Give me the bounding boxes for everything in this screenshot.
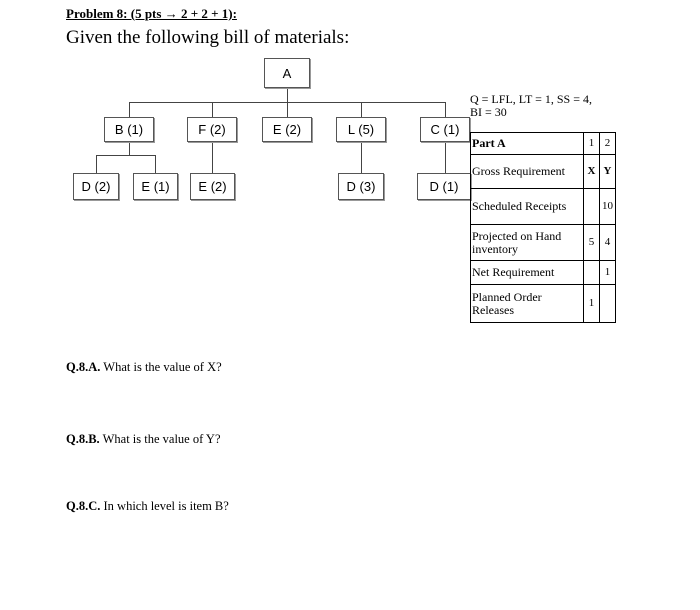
question-8a [66,360,222,375]
mrp-row-label: Gross Requirement [471,155,584,189]
question-text: In which level is item B? [103,499,229,513]
mrp-parameters [470,93,616,119]
mrp-table [470,132,616,323]
question-text: What is the value of X? [103,360,222,374]
mrp-cell: X [584,155,600,189]
bom-node-c: C (1) [420,117,470,142]
mrp-cell [584,261,600,285]
question-8b [66,432,221,447]
mrp-cell: 10 [600,189,616,225]
mrp-row-label: Scheduled Receipts [471,189,584,225]
mrp-row-net [471,261,616,285]
mrp-row-planned [471,285,616,323]
mrp-cell [584,189,600,225]
problem-intro: Given the following bill of materials: [66,27,350,48]
bom-node-a: A [264,58,310,88]
question-id: Q.8.A. [66,360,101,374]
question-8c [66,499,229,514]
mrp-cell: Y [600,155,616,189]
mrp-cell: 1 [600,261,616,285]
mrp-row-gross [471,155,616,189]
mrp-cell: 1 [584,285,600,323]
mrp-row-projected [471,225,616,261]
bom-node-f: F (2) [187,117,237,142]
mrp-cell: 4 [600,225,616,261]
mrp-params-line2: BI = 30 [470,105,507,119]
mrp-part-label: Part A [471,133,584,155]
question-text: What is the value of Y? [102,432,221,446]
bom-node-e-under-f: E (2) [190,173,235,200]
bom-node-b: B (1) [104,117,154,142]
mrp-row-label: Net Requirement [471,261,584,285]
mrp-header-row [471,133,616,155]
mrp-cell [600,285,616,323]
bom-node-e-level1: E (2) [262,117,312,142]
mrp-params-line1: Q = LFL, LT = 1, SS = 4, [470,92,592,106]
bom-node-d-under-b: D (2) [73,173,119,200]
mrp-cell: 5 [584,225,600,261]
bom-node-d-under-c: D (1) [417,173,471,200]
mrp-period-2: 2 [600,133,616,155]
mrp-row-scheduled [471,189,616,225]
bom-node-e-under-b: E (1) [133,173,178,200]
mrp-row-label: Planned Order Releases [471,285,584,323]
mrp-period-1: 1 [584,133,600,155]
bom-node-d-under-l: D (3) [338,173,384,200]
question-id: Q.8.C. [66,499,101,513]
bom-node-l: L (5) [336,117,386,142]
question-id: Q.8.B. [66,432,100,446]
problem-heading: Problem 8: (5 pts → 2 + 2 + 1): [66,6,237,21]
mrp-row-label: Projected on Hand inventory [471,225,584,261]
